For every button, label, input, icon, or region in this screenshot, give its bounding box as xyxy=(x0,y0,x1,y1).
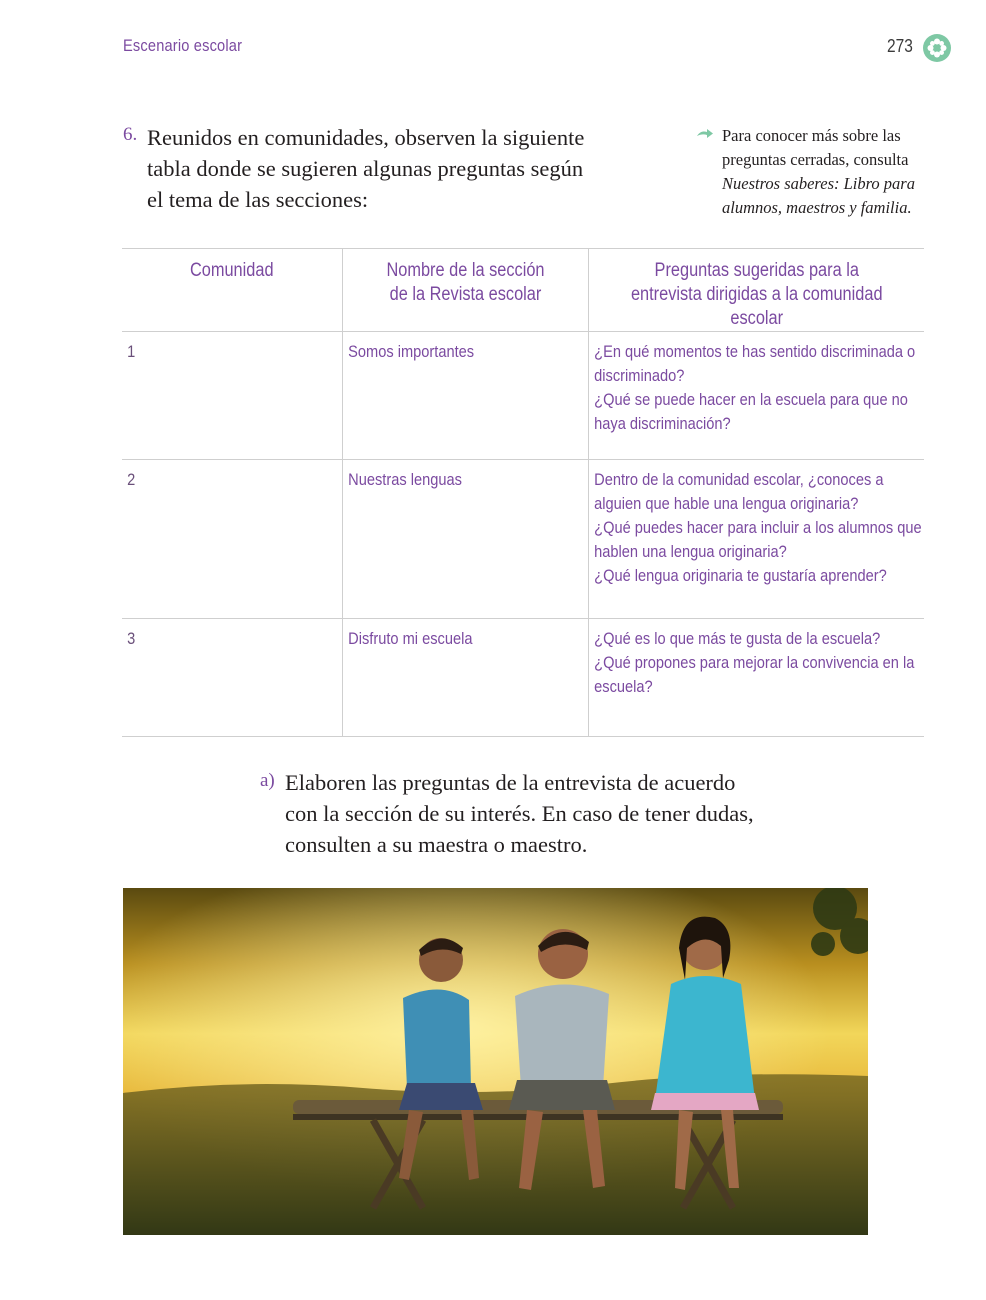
table-row xyxy=(122,332,924,460)
question: ¿En qué momentos te has sentido discriminada o discriminado? xyxy=(593,342,915,385)
question: ¿Qué puedes hacer para incluir a los alumnos que hablen una lengua originaria? xyxy=(593,518,922,561)
subactivity-a xyxy=(260,767,760,860)
activity-number: 6. xyxy=(123,124,138,145)
activity-instructions: Reunidos en comunidades, observen la siguiente tabla donde se sugieren algunas preguntas según el tema de las secciones: xyxy=(147,125,585,212)
seccion-cell: Nuestras lenguas xyxy=(342,460,588,619)
side-note-text: Para conocer más sobre las preguntas cerradas, consulta xyxy=(722,126,909,169)
comunidad-cell: 3 xyxy=(122,619,342,737)
table-row xyxy=(122,619,924,737)
preguntas-cell xyxy=(588,460,924,619)
comunidad-cell: 1 xyxy=(122,332,342,460)
question: Dentro de la comunidad escolar, ¿conoces a alguien que hable una lengua originaria? xyxy=(593,470,883,513)
preguntas-cell xyxy=(588,619,924,737)
question: ¿Qué es lo que más te gusta de la escuela? xyxy=(593,629,880,648)
side-note-book-title: Nuestros saberes: Libro para alumnos, maestros y familia. xyxy=(722,174,915,217)
table-header-row xyxy=(122,249,924,332)
activity-6 xyxy=(123,122,593,215)
header-comunidad: Comunidad xyxy=(122,249,342,332)
question: ¿Qué propones para mejorar la convivencia en la escuela? xyxy=(593,653,914,696)
header-preguntas: Preguntas sugeridas para la entrevista dirigidas a la comunidad escolar xyxy=(588,249,924,332)
section-title: Escenario escolar xyxy=(123,36,243,55)
page-number: 273 xyxy=(887,36,913,56)
arrow-right-icon xyxy=(696,128,714,140)
side-note xyxy=(696,124,936,220)
seccion-cell: Disfruto mi escuela xyxy=(342,619,588,737)
comunidad-cell: 2 xyxy=(122,460,342,619)
subactivity-instructions: Elaboren las preguntas de la entrevista de acuerdo con la sección de su interés. En caso de tener dudas, consulten a su maestra o maestro. xyxy=(285,770,754,857)
header-seccion: Nombre de la sección de la Revista escolar xyxy=(342,249,588,332)
children-sunset-photo xyxy=(123,888,868,1235)
sections-table xyxy=(122,248,924,737)
flower-badge-icon xyxy=(922,33,952,63)
table-row xyxy=(122,460,924,619)
preguntas-cell xyxy=(588,332,924,460)
question: ¿Qué lengua originaria te gustaría aprender? xyxy=(593,566,887,585)
seccion-cell: Somos importantes xyxy=(342,332,588,460)
question: ¿Qué se puede hacer en la escuela para que no haya discriminación? xyxy=(593,390,908,433)
subactivity-letter: a) xyxy=(260,770,275,791)
